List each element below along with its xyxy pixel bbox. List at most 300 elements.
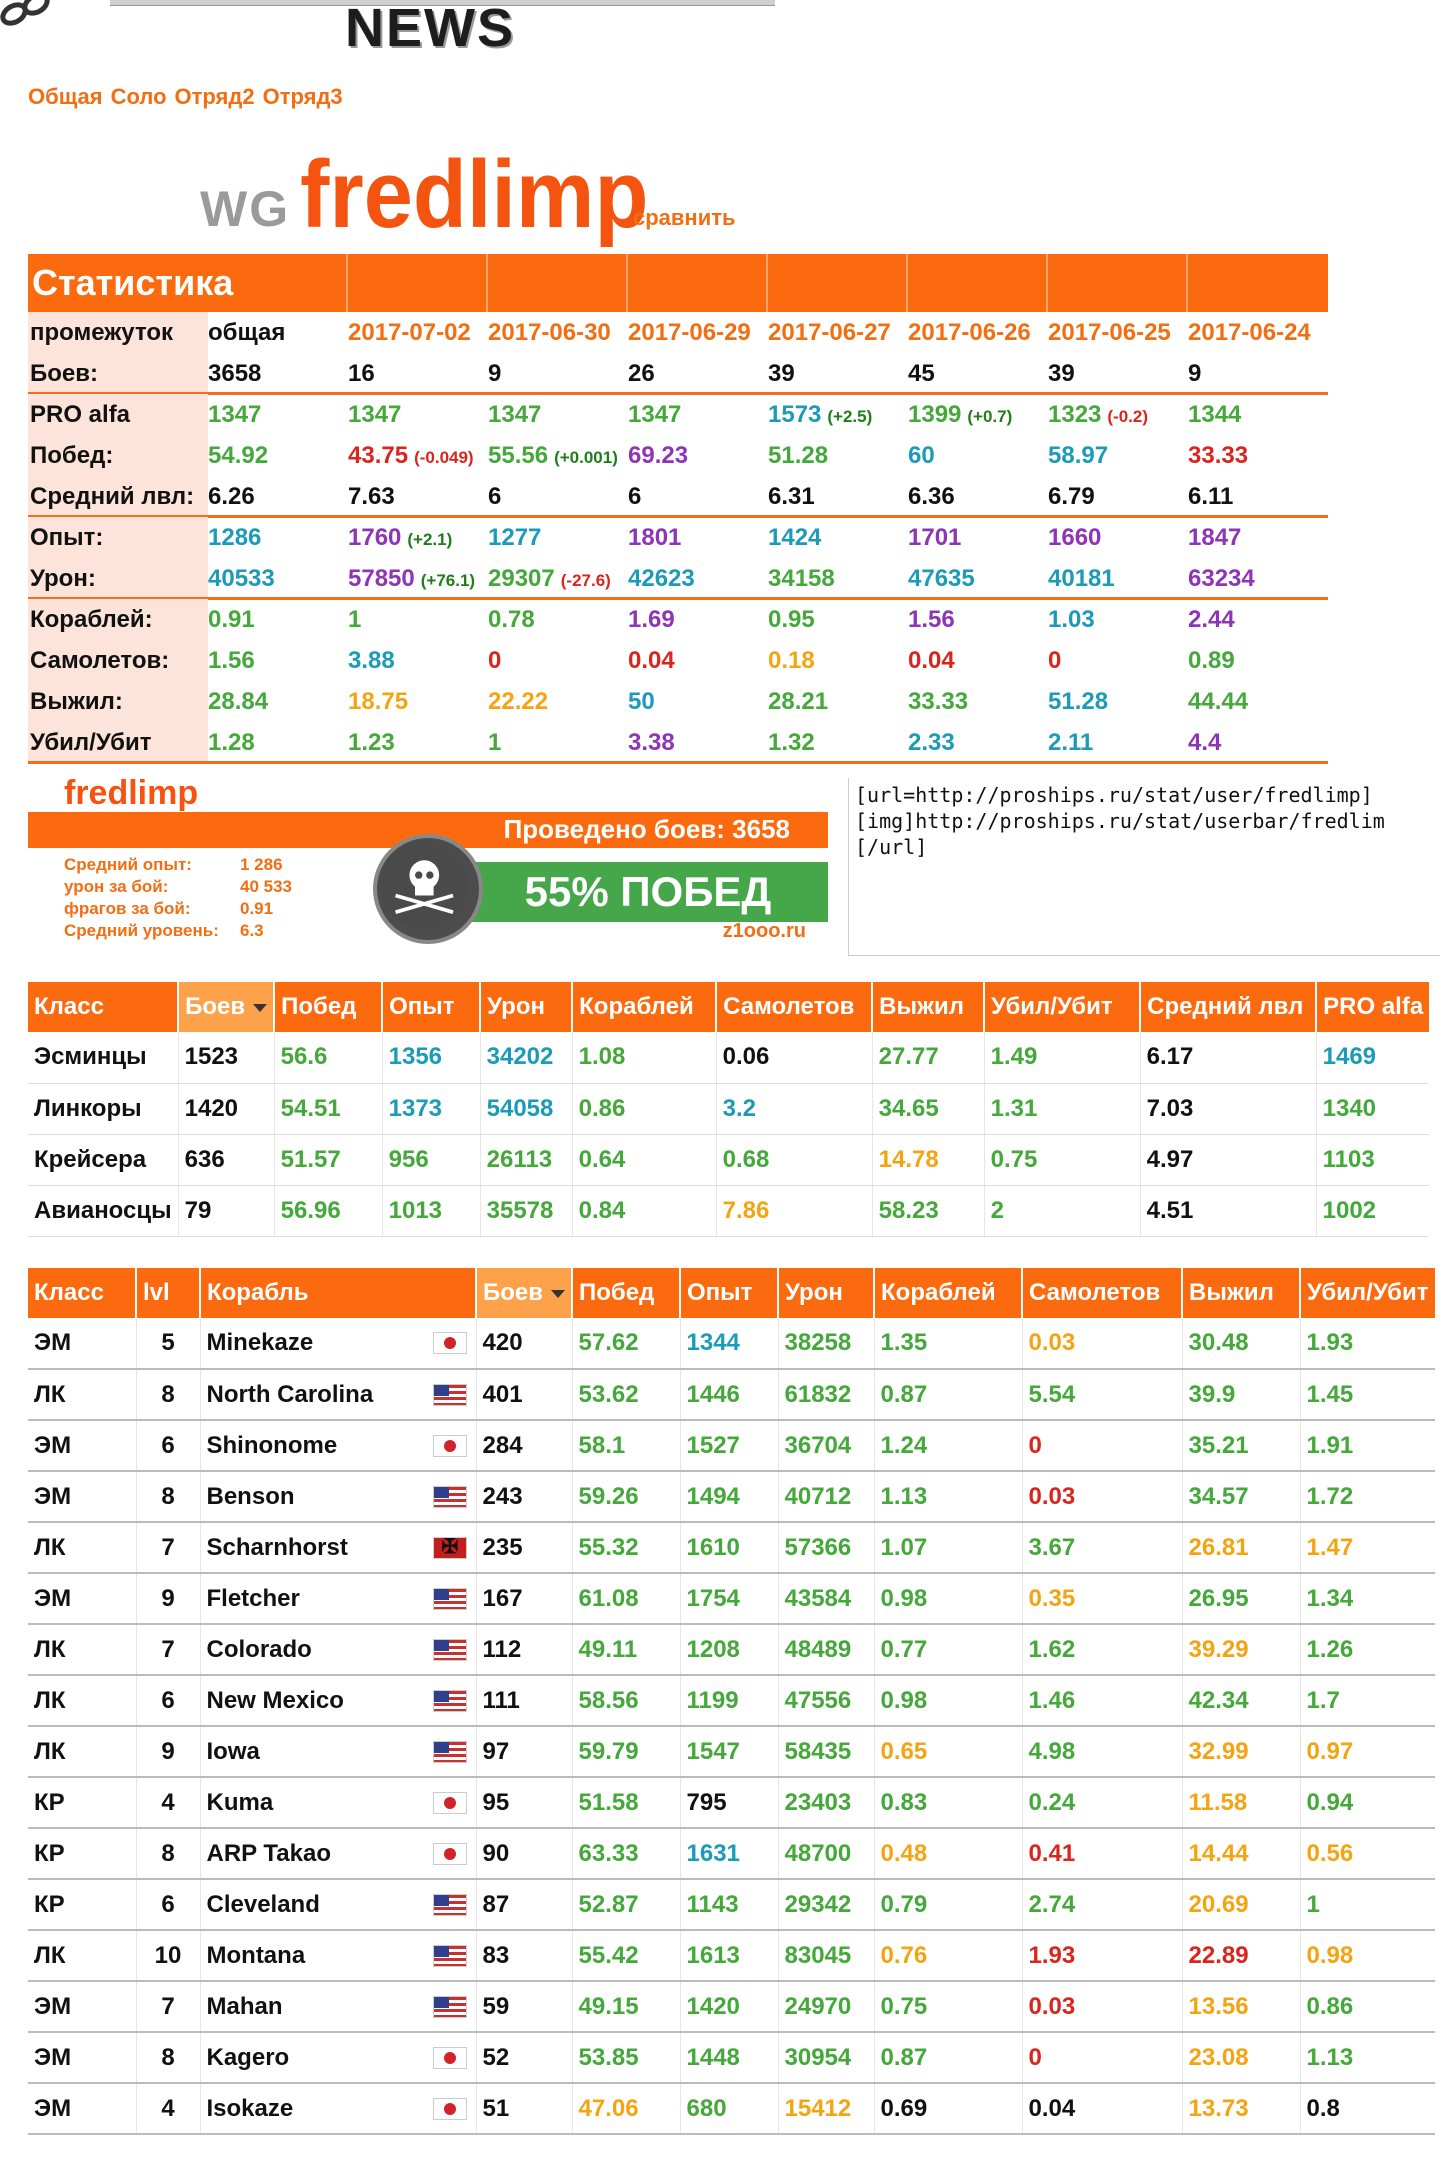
ship-stat-cell: 52.87 — [572, 1879, 680, 1930]
ship-level: 9 — [136, 1726, 200, 1777]
stats-rows — [28, 353, 1328, 763]
ship-battles-cell — [476, 1573, 572, 1624]
ship-stat-cell: 1.47 — [1300, 1522, 1435, 1573]
class-cell: 1002 — [1316, 1185, 1429, 1236]
ship-stat-cell: 0.24 — [1022, 1777, 1182, 1828]
stats-row — [28, 517, 1328, 558]
stats-cell — [768, 442, 908, 470]
class-table-header — [28, 982, 1429, 1032]
ship-battles-cell — [476, 1369, 572, 1420]
japan-flag-icon — [433, 1332, 467, 1354]
class-cell: 54.51 — [274, 1083, 382, 1134]
ship-battles-cell — [476, 1624, 572, 1675]
ship-stat-cell: 1208 — [680, 1624, 778, 1675]
stats-cell — [1048, 524, 1188, 552]
stats-cell — [348, 524, 488, 552]
stat-value: 28.84 — [208, 687, 269, 715]
japan-flag-icon — [433, 1843, 467, 1865]
stat-value: 39 — [1048, 359, 1075, 387]
stat-delta: (-0.049) — [414, 447, 474, 467]
ship-battles-cell — [476, 1981, 572, 2032]
ship-level: 5 — [136, 1318, 200, 1369]
period-total[interactable]: общая — [208, 318, 286, 346]
ship-stat-cell: 1344 — [680, 1318, 778, 1369]
stat-value: 40533 — [208, 564, 275, 592]
ship-stat-cell: 61.08 — [572, 1573, 680, 1624]
stat-value: 47635 — [908, 564, 975, 592]
stats-cell — [488, 729, 628, 757]
stats-cell — [488, 483, 628, 511]
period-date[interactable]: 2017-06-26 — [908, 318, 1031, 346]
ship-col-header[interactable] — [1182, 1268, 1300, 1318]
stats-cell — [908, 524, 1048, 552]
stats-cell — [908, 483, 1048, 511]
ship-col-header[interactable] — [1300, 1268, 1435, 1318]
stat-value: 69.23 — [628, 441, 689, 469]
class-cell: 0.64 — [572, 1134, 716, 1185]
stats-cell — [1048, 565, 1188, 593]
usa-flag-icon — [433, 1996, 467, 2018]
stats-cell — [348, 688, 488, 716]
stats-title-text: Статистика — [32, 262, 234, 303]
stat-value: 1.56 — [908, 605, 955, 633]
ship-battles: 420 — [482, 1329, 523, 1356]
ship-stat-cell: 61832 — [778, 1369, 874, 1420]
ship-stat-cell: 1.62 — [1022, 1624, 1182, 1675]
stats-row — [28, 640, 1328, 681]
column-label: Класс — [34, 993, 104, 1020]
stat-value: 50 — [628, 687, 655, 715]
ship-col-header[interactable] — [476, 1268, 572, 1318]
ship-col-header[interactable] — [1022, 1268, 1182, 1318]
ship-battles: 83 — [482, 1941, 510, 1969]
class-cell: 54058 — [480, 1083, 572, 1134]
class-col-header[interactable] — [716, 982, 872, 1032]
ship-level: 7 — [136, 1624, 200, 1675]
stats-cell — [628, 565, 768, 593]
ship-table-body — [28, 1318, 1435, 2134]
stats-cell — [1188, 524, 1328, 552]
stat-value: 1 — [348, 605, 362, 633]
ship-class: ЛК — [28, 1522, 136, 1573]
ship-battles: 90 — [482, 1839, 510, 1867]
ship-stat-cell: 32.99 — [1182, 1726, 1300, 1777]
ship-stat-cell: 1.45 — [1300, 1369, 1435, 1420]
ship-row — [28, 1573, 1435, 1624]
stats-row-label: Опыт: — [28, 517, 208, 558]
stats-cell — [1048, 483, 1188, 511]
stat-delta: (+0.001) — [554, 447, 618, 467]
ship-stat-cell: 1 — [1300, 1879, 1435, 1930]
stats-row-label: Убил/Убит — [28, 722, 208, 763]
column-label: Убил/Убит — [991, 993, 1113, 1020]
stats-row-label: Выжил: — [28, 681, 208, 722]
stat-value: 40181 — [1048, 564, 1115, 592]
class-col-header[interactable] — [872, 982, 984, 1032]
stats-cell — [768, 524, 908, 552]
period-date[interactable]: 2017-06-27 — [768, 318, 891, 346]
class-cell: 0.68 — [716, 1134, 872, 1185]
stat-value: 1344 — [1188, 400, 1242, 428]
ship-name[interactable]: Isokaze — [200, 2083, 476, 2134]
ship-level: 8 — [136, 1828, 200, 1879]
ship-row — [28, 1420, 1435, 1471]
ship-stat-cell: 1.93 — [1300, 1318, 1435, 1369]
ship-stat-cell: 20.69 — [1182, 1879, 1300, 1930]
ship-name[interactable]: Benson — [200, 1471, 476, 1522]
ship-name[interactable]: Kuma — [200, 1777, 476, 1828]
stats-cell — [768, 565, 908, 593]
compare-link[interactable]: сравнить — [633, 205, 736, 230]
ship-stat-cell: 0.65 — [874, 1726, 1022, 1777]
stat-value: 1701 — [908, 523, 962, 551]
period-date[interactable]: 2017-06-29 — [628, 318, 751, 346]
class-col-header[interactable] — [1316, 982, 1429, 1032]
ship-class: ЭМ — [28, 1981, 136, 2032]
ship-stat-cell: 0 — [1022, 2032, 1182, 2083]
column-label: Побед — [579, 1279, 655, 1306]
stat-value: 2.11 — [1048, 728, 1094, 756]
ship-name[interactable]: Fletcher — [200, 1573, 476, 1624]
ship-row — [28, 2032, 1435, 2083]
stats-cell — [1048, 606, 1188, 634]
stats-row-label: Побед: — [28, 435, 208, 476]
stat-value: 2.44 — [1188, 605, 1235, 633]
ship-name[interactable]: Cleveland — [200, 1879, 476, 1930]
ship-stat-cell: 53.62 — [572, 1369, 680, 1420]
ship-stat-cell: 1.72 — [1300, 1471, 1435, 1522]
pirate-emblem-icon — [373, 834, 483, 944]
period-date[interactable]: 2017-06-24 — [1188, 318, 1311, 346]
stats-cell — [628, 442, 768, 470]
stat-delta: (+76.1) — [420, 570, 476, 590]
stats-cell — [1188, 606, 1328, 634]
ship-col-header[interactable] — [572, 1268, 680, 1318]
column-label: Боев — [185, 993, 246, 1020]
class-row — [28, 1032, 1429, 1083]
column-label: Самолетов — [1029, 1279, 1161, 1306]
ship-battles-cell — [476, 1879, 572, 1930]
stats-cell — [208, 524, 348, 552]
ship-name[interactable]: Iowa — [200, 1726, 476, 1777]
ship-name[interactable]: ARP Takao — [200, 1828, 476, 1879]
ship-stat-cell: 0.03 — [1022, 1981, 1182, 2032]
stat-value: 1347 — [208, 400, 262, 428]
class-cell: 56.6 — [274, 1032, 382, 1083]
ship-col-header[interactable] — [136, 1268, 200, 1318]
class-cell: 636 — [178, 1134, 274, 1185]
ship-stat-cell: 30954 — [778, 2032, 874, 2083]
class-col-header[interactable] — [274, 982, 382, 1032]
userbar-metrics — [64, 854, 292, 942]
stats-cell — [488, 524, 628, 552]
userbar-metric — [64, 854, 283, 876]
metric-value: 6.3 — [240, 921, 264, 940]
ship-stat-cell: 48700 — [778, 1828, 874, 1879]
stats-cell — [908, 688, 1048, 716]
period-date[interactable]: 2017-06-30 — [488, 318, 611, 346]
stats-cell — [628, 688, 768, 716]
ship-stat-cell: 1.13 — [874, 1471, 1022, 1522]
ship-stat-cell: 1.24 — [874, 1420, 1022, 1471]
stats-cell — [1048, 360, 1188, 388]
stat-delta: (+2.1) — [407, 529, 453, 549]
ship-stat-cell: 1.46 — [1022, 1675, 1182, 1726]
ship-level: 4 — [136, 1777, 200, 1828]
ship-stat-cell: 22.89 — [1182, 1930, 1300, 1981]
ship-row — [28, 1471, 1435, 1522]
ship-col-header[interactable] — [874, 1268, 1022, 1318]
period-label: промежуток — [28, 312, 208, 353]
ship-stat-cell: 0.83 — [874, 1777, 1022, 1828]
ship-stat-cell: 0.76 — [874, 1930, 1022, 1981]
ship-battles-cell — [476, 1726, 572, 1777]
ship-level: 8 — [136, 2032, 200, 2083]
ship-col-header[interactable] — [28, 1268, 136, 1318]
stat-value: 1286 — [208, 523, 262, 551]
stats-cell — [908, 729, 1048, 757]
ship-stat-cell: 53.85 — [572, 2032, 680, 2083]
bbcode-textarea[interactable]: [url=http://proships.ru/stat/user/fredlimp] [img]http://proships.ru/stat/userbar/fredlim [/url] — [848, 778, 1440, 956]
stats-cell — [1188, 483, 1328, 511]
period-date[interactable]: 2017-06-25 — [1048, 318, 1171, 346]
ship-battles-cell — [476, 1420, 572, 1471]
class-cell: 2 — [984, 1185, 1140, 1236]
stats-cell — [1048, 647, 1188, 675]
stats-cell — [348, 565, 488, 593]
ship-row — [28, 1726, 1435, 1777]
stat-value: 45 — [908, 359, 935, 387]
japan-flag-icon — [433, 1792, 467, 1814]
class-cell: 79 — [178, 1185, 274, 1236]
class-cell: 56.96 — [274, 1185, 382, 1236]
ship-stat-cell: 4.98 — [1022, 1726, 1182, 1777]
ship-name[interactable]: Mahan — [200, 1981, 476, 2032]
ship-stat-cell: 30.48 — [1182, 1318, 1300, 1369]
class-col-header[interactable] — [28, 982, 178, 1032]
ship-stat-cell: 29342 — [778, 1879, 874, 1930]
ship-name[interactable]: Scharnhorst — [200, 1522, 476, 1573]
stat-value: 26 — [628, 359, 655, 387]
userbar-image — [28, 774, 828, 953]
ship-stat-cell: 42.34 — [1182, 1675, 1300, 1726]
ship-name[interactable]: Colorado — [200, 1624, 476, 1675]
stats-cell — [908, 442, 1048, 470]
chain-logo-icon — [0, 0, 80, 40]
ship-stat-cell: 0.8 — [1300, 2083, 1435, 2134]
class-cell: 34.65 — [872, 1083, 984, 1134]
ship-stat-cell: 1613 — [680, 1930, 778, 1981]
ship-stat-cell: 59.79 — [572, 1726, 680, 1777]
class-col-header[interactable] — [572, 982, 716, 1032]
ship-stat-cell: 1446 — [680, 1369, 778, 1420]
stat-value: 7.63 — [348, 482, 395, 510]
stat-value: 1.32 — [768, 728, 815, 756]
ship-battles: 401 — [482, 1380, 523, 1408]
stats-row — [28, 353, 1328, 394]
ship-stat-cell: 13.73 — [1182, 2083, 1300, 2134]
class-col-header[interactable] — [984, 982, 1140, 1032]
tab-squad2[interactable]: Отряд2 — [174, 84, 255, 109]
stat-value: 6.79 — [1048, 482, 1095, 510]
ship-level: 7 — [136, 1522, 200, 1573]
ship-stat-cell: 11.58 — [1182, 1777, 1300, 1828]
stats-cell — [488, 647, 628, 675]
stats-row-label: Самолетов: — [28, 640, 208, 681]
ship-level: 10 — [136, 1930, 200, 1981]
column-label: Урон — [785, 1279, 843, 1306]
stat-value: 6 — [488, 482, 502, 510]
stats-row-label: Боев: — [28, 353, 208, 394]
ship-stat-cell: 1494 — [680, 1471, 778, 1522]
stats-row — [28, 476, 1328, 517]
stat-delta: (+2.5) — [827, 406, 873, 426]
ship-stat-cell: 1754 — [680, 1573, 778, 1624]
stat-delta: (+0.7) — [967, 406, 1013, 426]
column-label: Убил/Убит — [1307, 1279, 1429, 1306]
ship-name[interactable]: Kagero — [200, 2032, 476, 2083]
class-row — [28, 1185, 1429, 1236]
ship-class: ЭМ — [28, 1318, 136, 1369]
ship-name[interactable]: Montana — [200, 1930, 476, 1981]
ship-name[interactable]: North Carolina — [200, 1369, 476, 1420]
ship-stat-cell: 1420 — [680, 1981, 778, 2032]
class-cell: 26113 — [480, 1134, 572, 1185]
ship-level: 6 — [136, 1420, 200, 1471]
column-label: Урон — [487, 993, 545, 1020]
class-col-header[interactable] — [1140, 982, 1316, 1032]
ship-battles-cell — [476, 1318, 572, 1369]
ship-stat-cell: 0.75 — [874, 1981, 1022, 2032]
stat-value: 0.91 — [208, 605, 255, 633]
column-label: Корабль — [207, 1279, 309, 1306]
stat-value: 3.38 — [628, 728, 675, 756]
tab-solo[interactable]: Соло — [110, 84, 167, 109]
stats-row-label: Урон: — [28, 558, 208, 599]
ship-stat-cell: 0.86 — [1300, 1981, 1435, 2032]
ship-table-header — [28, 1268, 1435, 1318]
metric-value: 0.91 — [240, 899, 274, 918]
ship-stat-cell: 795 — [680, 1777, 778, 1828]
ship-stat-cell: 0.87 — [874, 2032, 1022, 2083]
stats-cell — [1048, 688, 1188, 716]
ship-battles: 97 — [482, 1737, 510, 1765]
stats-row — [28, 394, 1328, 435]
ship-name[interactable]: Minekaze — [200, 1318, 476, 1369]
ship-stat-cell: 35.21 — [1182, 1420, 1300, 1471]
column-label: Боев — [483, 1279, 544, 1306]
header — [0, 0, 1440, 80]
ship-class: КР — [28, 1828, 136, 1879]
site-logo-text[interactable]: NEWS — [345, 0, 515, 58]
stats-cell — [208, 647, 348, 675]
stat-value: 44.44 — [1188, 687, 1249, 715]
class-cell: Крейсера — [28, 1134, 178, 1185]
ship-stat-cell: 1.07 — [874, 1522, 1022, 1573]
class-cell: 1373 — [382, 1083, 480, 1134]
usa-flag-icon — [433, 1741, 467, 1763]
stat-value: 42623 — [628, 564, 695, 592]
ship-stat-cell: 47556 — [778, 1675, 874, 1726]
sort-down-icon — [253, 1004, 267, 1012]
ship-battles: 87 — [482, 1890, 510, 1918]
ship-row — [28, 1369, 1435, 1420]
stat-value: 57850 — [348, 564, 415, 592]
column-label: Опыт — [687, 1279, 753, 1306]
ship-col-header[interactable] — [200, 1268, 476, 1318]
stat-value: 3658 — [208, 359, 262, 387]
stat-value: 0.78 — [488, 605, 535, 633]
ship-col-header[interactable] — [778, 1268, 874, 1318]
class-col-header[interactable] — [178, 982, 274, 1032]
ship-stat-cell: 680 — [680, 2083, 778, 2134]
ship-class: ЛК — [28, 1930, 136, 1981]
stat-value: 43.75 — [348, 441, 409, 469]
japan-flag-icon — [433, 1435, 467, 1457]
stats-cell — [488, 565, 628, 593]
ship-stat-cell: 1.93 — [1022, 1930, 1182, 1981]
stat-value: 1424 — [768, 523, 822, 551]
class-cell: 51.57 — [274, 1134, 382, 1185]
ship-stat-cell: 0.41 — [1022, 1828, 1182, 1879]
ship-stat-cell: 0.03 — [1022, 1318, 1182, 1369]
ship-stat-cell: 40712 — [778, 1471, 874, 1522]
tab-squad3[interactable]: Отряд3 — [262, 84, 343, 109]
stat-value: 1399 — [908, 400, 962, 428]
class-cell: 0.84 — [572, 1185, 716, 1236]
stats-cell — [488, 401, 628, 429]
class-col-header[interactable] — [480, 982, 572, 1032]
ship-name[interactable]: Shinonome — [200, 1420, 476, 1471]
metric-label: Средний уровень: — [64, 921, 219, 940]
ship-battles-cell — [476, 1675, 572, 1726]
stat-value: 6.31 — [768, 482, 815, 510]
ship-col-header[interactable] — [680, 1268, 778, 1318]
stats-cell — [768, 483, 908, 511]
ship-stat-cell: 39.29 — [1182, 1624, 1300, 1675]
stat-value: 3.88 — [348, 646, 395, 674]
ship-row — [28, 1981, 1435, 2032]
stat-value: 1347 — [348, 400, 402, 428]
tab-general[interactable]: Общая — [28, 84, 103, 109]
ship-stat-cell: 1199 — [680, 1675, 778, 1726]
column-label: Класс — [34, 1279, 104, 1306]
ship-stat-cell: 0.04 — [1022, 2083, 1182, 2134]
ship-row — [28, 1930, 1435, 1981]
ship-stat-cell: 57.62 — [572, 1318, 680, 1369]
class-row — [28, 1083, 1429, 1134]
sort-down-icon — [551, 1290, 565, 1298]
ship-stat-cell: 58.1 — [572, 1420, 680, 1471]
stats-cell — [208, 688, 348, 716]
stat-value: 18.75 — [348, 687, 409, 715]
ship-stat-cell: 48489 — [778, 1624, 874, 1675]
ship-level: 6 — [136, 1879, 200, 1930]
period-date[interactable]: 2017-07-02 — [348, 318, 471, 346]
ship-stats-table — [28, 1268, 1435, 2135]
column-label: PRO alfa — [1323, 993, 1424, 1020]
ship-battles-cell — [476, 2083, 572, 2134]
ship-stat-cell: 23.08 — [1182, 2032, 1300, 2083]
stats-cell — [1188, 565, 1328, 593]
ship-name[interactable]: New Mexico — [200, 1675, 476, 1726]
stats-cell — [768, 401, 908, 429]
ship-stat-cell: 43584 — [778, 1573, 874, 1624]
class-cell: 58.23 — [872, 1185, 984, 1236]
ship-stat-cell: 34.57 — [1182, 1471, 1300, 1522]
class-col-header[interactable] — [382, 982, 480, 1032]
userbar-name: fredlimp — [64, 774, 199, 812]
